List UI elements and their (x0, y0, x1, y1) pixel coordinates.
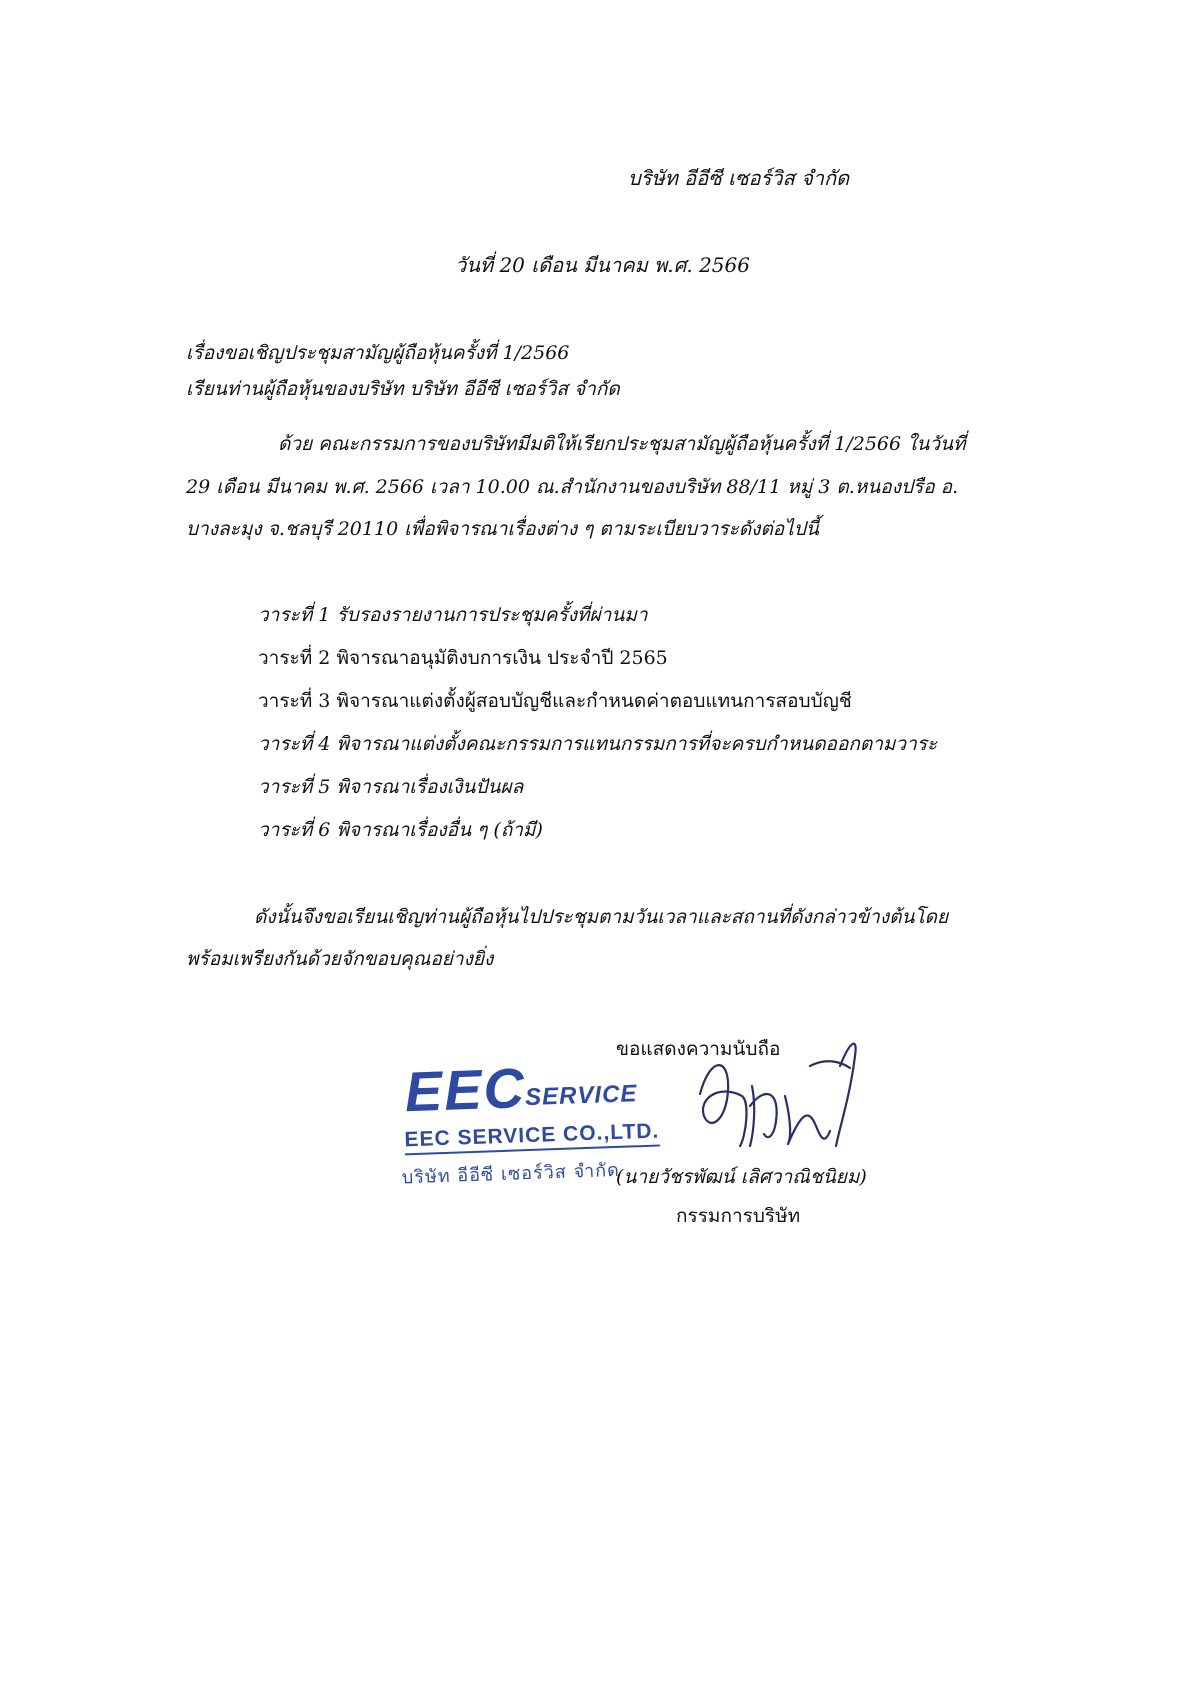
company-heading: บริษัท อีอีซี เซอร์วิส จำกัด (628, 166, 850, 190)
letter-date: วันที่ 20 เดือน มีนาคม พ.ศ. 2566 (455, 253, 750, 277)
agenda-item: วาระที่ 2 พิจารณาอนุมัติงบการเงิน ประจำปี 2565 (258, 647, 668, 669)
stamp-company-en: EEC SERVICE CO.,LTD. (404, 1119, 660, 1155)
agenda-item: วาระที่ 1 รับรองรายงานการประชุมครั้งที่ผ่านมา (258, 604, 648, 626)
body-line: 29 เดือน มีนาคม พ.ศ. 2566 เวลา 10.00 ณ.สำนักงานของบริษัท 88/11 หมู่ 3 ต.หนองปรือ อ. (186, 476, 959, 498)
letter-subject: เรื่องขอเชิญประชุมสามัญผู้ถือหุ้นครั้งที่ 1/2566 (186, 342, 570, 364)
handwritten-signature (690, 1036, 870, 1166)
agenda-item: วาระที่ 3 พิจารณาแต่งตั้งผู้สอบบัญชีและกำหนดค่าตอบแทนการสอบบัญชี (258, 690, 852, 712)
body-line: ด้วย คณะกรรมการของบริษัทมีมติให้เรียกประชุมสามัญผู้ถือหุ้นครั้งที่ 1/2566 ในวันที่ (278, 433, 966, 455)
signer-name: (นายวัชรพัฒน์ เลิศวาณิชนิยม) (616, 1166, 867, 1188)
agenda-item: วาระที่ 4 พิจารณาแต่งตั้งคณะกรรมการแทนกรรมการที่จะครบกำหนดออกตามวาระ (258, 733, 938, 755)
signer-position: กรรมการบริษัท (676, 1205, 801, 1227)
agenda-item: วาระที่ 5 พิจารณาเรื่องเงินปันผล (258, 776, 524, 798)
stamp-logo-text: EEC (403, 1056, 528, 1124)
closing-line: พร้อมเพรียงกันด้วยจักขอบคุณอย่างยิ่ง (186, 948, 494, 970)
letter-recipient: เรียนท่านผู้ถือหุ้นของบริษัท บริษัท อีอีซี เซอร์วิส จำกัด (186, 378, 620, 400)
body-line: บางละมุง จ.ชลบุรี 20110 เพื่อพิจารณาเรื่องต่าง ๆ ตามระเบียบวาระดังต่อไปนี้ (186, 518, 819, 540)
stamp-company-th: บริษัท อีอีซี เซอร์วิส จำกัด (401, 1159, 621, 1189)
agenda-item: วาระที่ 6 พิจารณาเรื่องอื่น ๆ (ถ้ามี) (258, 819, 543, 841)
agenda-list (258, 602, 1078, 860)
closing-line: ดังนั้นจึงขอเรียนเชิญท่านผู้ถือหุ้นไปประชุมตามวันเวลาและสถานที่ดังกล่าวข้างต้นโดย (254, 906, 949, 928)
stamp-service-text: SERVICE (524, 1080, 638, 1112)
regards-text: ขอแสดงความนับถือ (616, 1038, 781, 1060)
